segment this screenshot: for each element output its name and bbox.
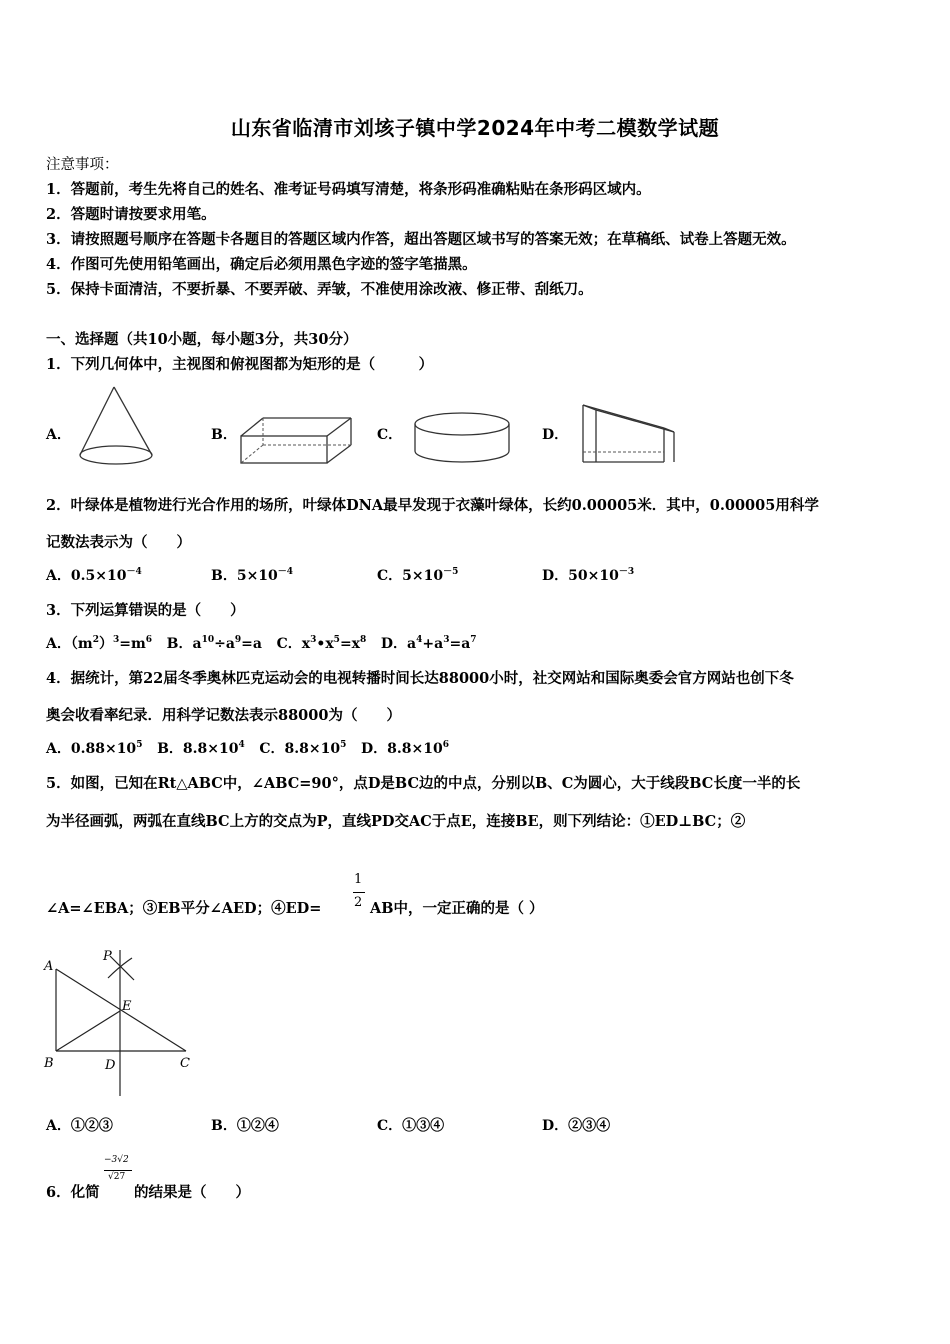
q5-line-3-post: AB中，一定正确的是（ ） xyxy=(370,900,544,917)
prism-figure xyxy=(578,400,680,468)
label-d: D xyxy=(105,1058,116,1073)
label-a: A xyxy=(44,959,54,974)
q6-denominator: √27 xyxy=(108,1172,126,1182)
q5-geometry-figure xyxy=(40,946,200,1101)
page-title: 山东省临清市刘垓子镇中学2024年中考二模数学试题 xyxy=(230,116,720,140)
q6-post: 的结果是（ ） xyxy=(134,1184,250,1201)
label-b: B xyxy=(44,1056,54,1071)
q1-option-d: D． xyxy=(542,427,569,443)
q5-option-c: C．①③④ xyxy=(377,1118,445,1134)
fraction-bar xyxy=(353,892,365,893)
q6-numerator: −3√2 xyxy=(104,1155,129,1165)
notice-item: 4．作图可先使用铅笔画出，确定后必须用黑色字迹的签字笔描黑。 xyxy=(46,256,477,273)
label-p: P xyxy=(103,949,112,964)
q6-fraction-bar xyxy=(104,1170,132,1171)
section-heading: 一、选择题（共10小题，每小题3分，共30分） xyxy=(46,331,358,348)
label-e: E xyxy=(122,999,132,1014)
q5-line-3-pre: ∠A=∠EBA；③EB平分∠AED；④ED= xyxy=(46,900,322,917)
cylinder-figure xyxy=(410,410,514,468)
q5-line-2: 为半径画弧，两弧在直线BC上方的交点为P，直线PD交AC于点E，连接BE，则下列结论：①ED⊥BC；② xyxy=(46,813,746,830)
q3-stem: 3．下列运算错误的是（ ） xyxy=(46,602,245,619)
q4-options: A．$0.88\times 10^5$ B．$8.8\times 10^4$ C．$8.8\times 10^5$ D．$8.8\times 10^6$ xyxy=(46,740,449,757)
q2-option-a: A．$0.5\times 10^{-4}$ xyxy=(46,567,142,584)
cone-figure xyxy=(74,384,158,468)
notice-item: 1．答题前，考生先将自己的姓名、准考证号码填写清楚，将条形码准确粘贴在条形码区域内。 xyxy=(46,181,651,198)
cuboid-figure xyxy=(238,414,358,468)
fraction-numerator: 1 xyxy=(354,872,363,887)
q1-stem: 1．下列几何体中，主视图和俯视图都为矩形的是（ ） xyxy=(46,356,434,373)
notice-item: 5．保持卡面清洁，不要折暴、不要弄破、弄皱，不准使用涂改液、修正带、刮纸刀。 xyxy=(46,281,593,298)
q1-option-c: C． xyxy=(377,427,403,443)
notice-item: 3．请按照题号顺序在答题卡各题目的答题区域内作答，超出答题区域书写的答案无效；在草稿纸、试卷上答题无效。 xyxy=(46,231,796,248)
q3-options: A．$(m^2)^3=m^6$ B．$a^{10}\div a^9=a$ C．$x^3•x^5=x^8$ D．$a^4+a^3=a^7$ xyxy=(46,635,477,652)
q5-option-d: D．②③④ xyxy=(542,1118,611,1134)
q2-option-d: D．$50\times 10^{-3}$ xyxy=(542,567,635,584)
q5-option-a: A．①②③ xyxy=(46,1118,113,1134)
notice-item: 2．答题时请按要求用笔。 xyxy=(46,206,216,223)
q2-option-c: C．$5\times 10^{-5}$ xyxy=(377,567,459,584)
q2-line-1: 2．叶绿体是植物进行光合作用的场所，叶绿体DNA最早发现于衣藻叶绿体，长约0.00005米．其中，0.00005用科学 xyxy=(46,497,819,514)
label-c: C xyxy=(180,1056,190,1071)
q1-option-a: A． xyxy=(46,427,71,443)
q6-pre: 6．化简 xyxy=(46,1184,100,1201)
q2-line-2: 记数法表示为（ ） xyxy=(46,534,191,551)
q4-line-1: 4．据统计，第22届冬季奥林匹克运动会的电视转播时间长达88000小时，社交网站和国际奥委会官方网站也创下冬 xyxy=(46,670,794,687)
q1-option-b: B． xyxy=(211,427,237,443)
q5-option-b: B．①②④ xyxy=(211,1118,279,1134)
fraction-denominator: 2 xyxy=(354,895,363,910)
q2-option-b: B．$5\times 10^{-4}$ xyxy=(211,567,294,584)
notice-heading: 注意事项： xyxy=(46,157,119,173)
q5-line-1: 5．如图，已知在Rt△ABC中，∠ABC=90°，点D是BC边的中点，分别以B、C为圆心，大于线段BC长度一半的长 xyxy=(46,775,801,792)
q4-line-2: 奥会收看率纪录．用科学记数法表示88000为（ ） xyxy=(46,707,401,724)
